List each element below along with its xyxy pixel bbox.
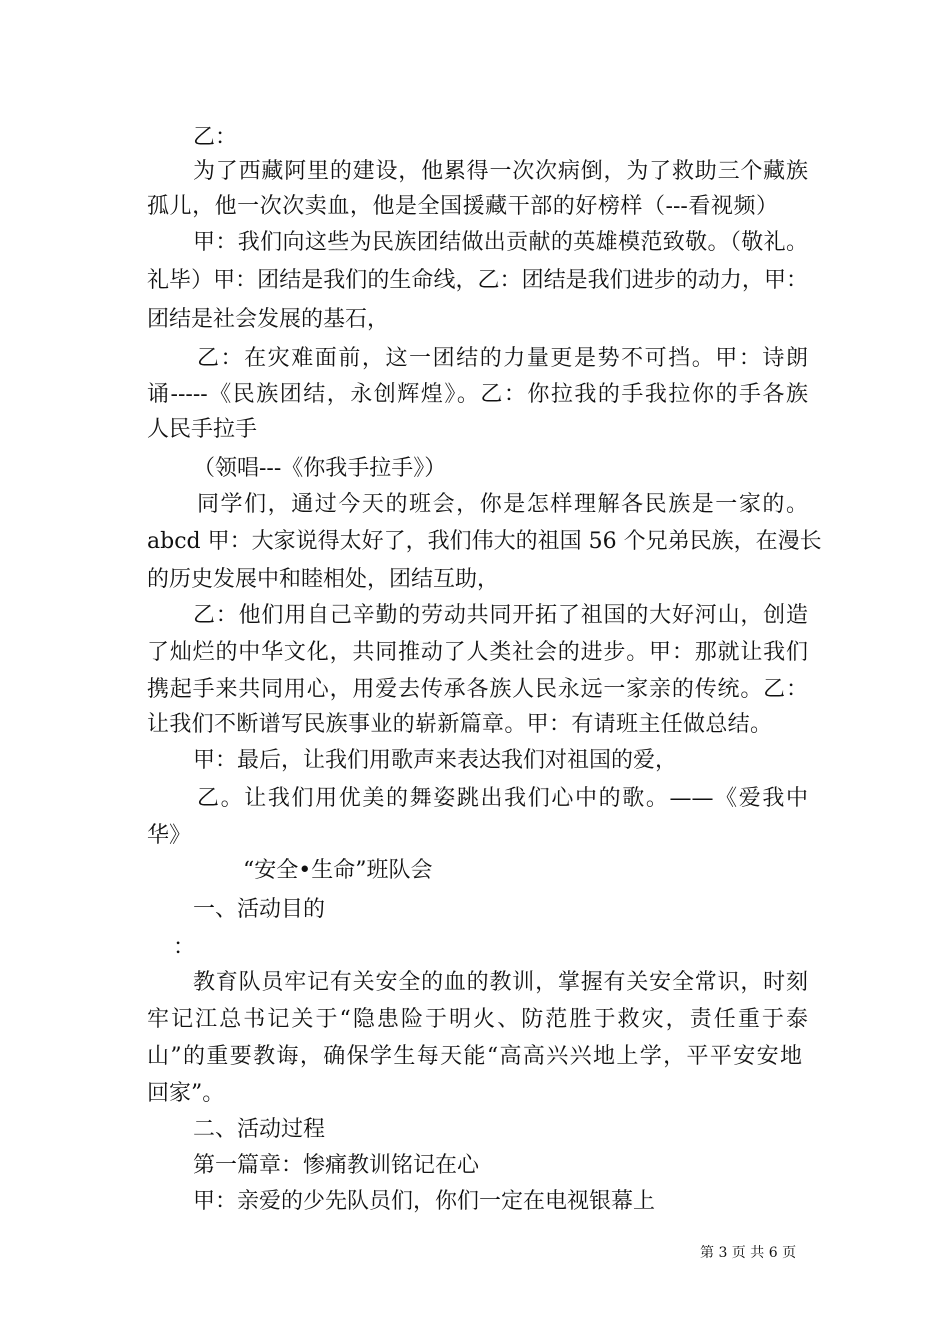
text-line: 回家”。 (147, 1081, 225, 1106)
text-line: 诵-----《民族团结，永创辉煌》。乙：你拉我的手我拉你的手各族 (147, 382, 808, 407)
text-line: 让我们不断谱写民族事业的崭新篇章。甲：有请班主任做总结。 (147, 712, 772, 737)
text-line: 乙： (193, 125, 238, 150)
text-line: 的历史发展中和睦相处，团结互助， (147, 567, 500, 592)
section-title: “安全•生命”班队会 (243, 858, 433, 883)
text-line: 教育队员牢记有关安全的血的教训，掌握有关安全常识，时刻 (193, 970, 808, 995)
text-line: ： (173, 935, 196, 960)
text-line: （领唱---《你我手拉手》） (193, 456, 447, 481)
heading: 二、活动过程 (193, 1117, 326, 1142)
text-line: 为了西藏阿里的建设，他累得一次次病倒，为了救助三个藏族 (193, 159, 808, 184)
text-line: 乙。让我们用优美的舞姿跳出我们心中的歌。——《爱我中 (197, 786, 808, 811)
text-line: 乙：他们用自己辛勤的劳动共同开拓了祖国的大好河山，创造 (193, 603, 808, 628)
text-line: 甲：亲爱的少先队员们，你们一定在电视银幕上 (193, 1189, 656, 1214)
text-line: 华》 (147, 823, 192, 848)
text-line: 了灿烂的中华文化，共同推动了人类社会的进步。甲：那就让我们 (147, 640, 808, 665)
text-line: abcd 甲：大家说得太好了，我们伟大的祖国 56 个兄弟民族，在漫长 (147, 529, 822, 554)
text-line: 礼毕）甲：团结是我们的生命线，乙：团结是我们进步的动力，甲： (147, 268, 808, 293)
subheading: 第一篇章：惨痛教训铭记在心 (193, 1153, 480, 1178)
text-line: 甲：我们向这些为民族团结做出贡献的英雄模范致敬。（敬礼。 (193, 230, 808, 255)
text-line: 同学们，通过今天的班会，你是怎样理解各民族是一家的。 (197, 492, 808, 517)
text-line: 孤儿，他一次次卖血，他是全国援藏干部的好榜样（---看视频） (147, 194, 778, 219)
text-line: 携起手来共同用心，用爱去传承各族人民永远一家亲的传统。乙： (147, 677, 808, 702)
text-line: 人民手拉手 (147, 417, 258, 442)
text-line: 山”的重要教诲，确保学生每天能“高高兴兴地上学，平平安安地 (147, 1044, 802, 1069)
text-line: 甲：最后，让我们用歌声来表达我们对祖国的爱， (193, 748, 678, 773)
text-line: 牢记江总书记关于“隐患险于明火、防范胜于救灾，责任重于泰 (147, 1007, 808, 1032)
page-footer: 第 3 页 共 6 页 (700, 1245, 797, 1261)
text-line: 乙：在灾难面前，这一团结的力量更是势不可挡。甲：诗朗 (197, 346, 808, 371)
heading: 一、活动目的 (193, 897, 326, 922)
text-line: 团结是社会发展的基石， (147, 307, 390, 332)
